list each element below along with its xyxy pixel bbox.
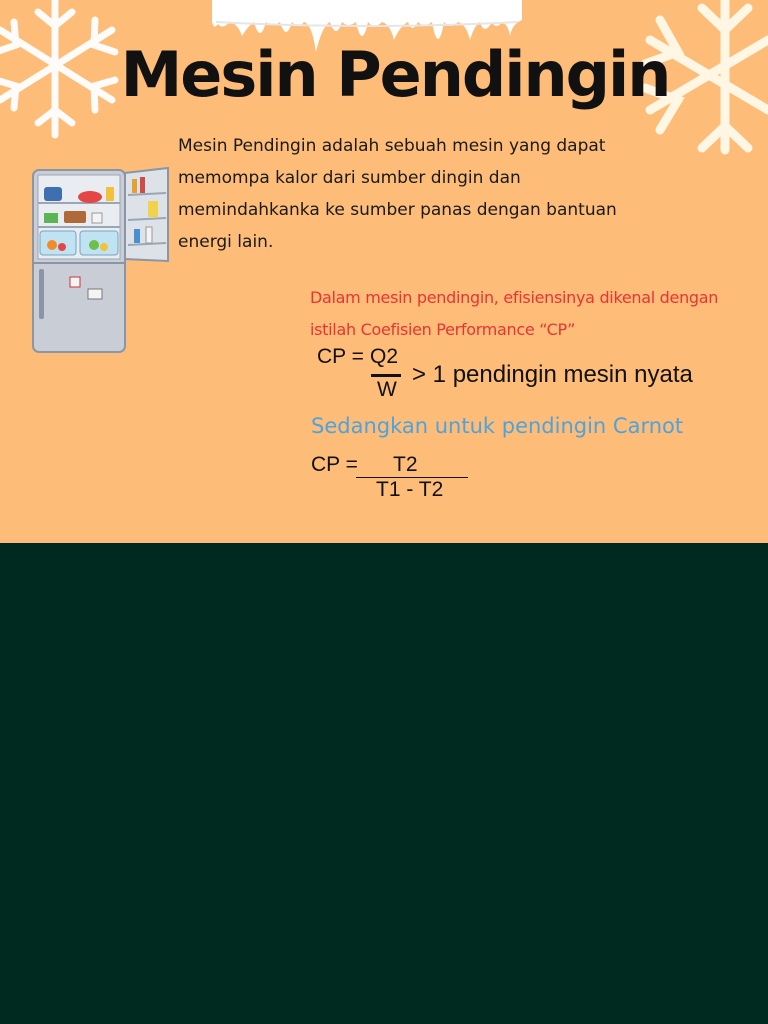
formula-denominator: T1 - T2 xyxy=(376,478,444,501)
carnot-note: Sedangkan untuk pendingin Carnot xyxy=(311,414,684,438)
formula-condition: > 1 pendingin mesin nyata xyxy=(412,361,693,388)
formula-denominator: W xyxy=(377,378,397,401)
fraction-bar xyxy=(371,374,401,377)
cop-definition-note: Dalam mesin pendingin, efisiensinya dikenal dengan istilah Coefisien Performance “CP” xyxy=(310,288,719,339)
page-title: Mesin Pendingin xyxy=(120,38,670,111)
intro-paragraph: Mesin Pendingin adalah sebuah mesin yang dapat memompa kalor dari sumber dingin dan memindahkanka ke sumber panas dengan bantuan energi lain. xyxy=(178,136,617,252)
refrigerator-illustration xyxy=(28,165,178,355)
formula-lhs: CP = xyxy=(311,453,358,476)
formula-numerator: T2 xyxy=(393,453,418,476)
formula-numerator: Q2 xyxy=(370,345,399,368)
formula-lhs: CP = xyxy=(317,345,364,368)
page-background xyxy=(0,543,768,1024)
